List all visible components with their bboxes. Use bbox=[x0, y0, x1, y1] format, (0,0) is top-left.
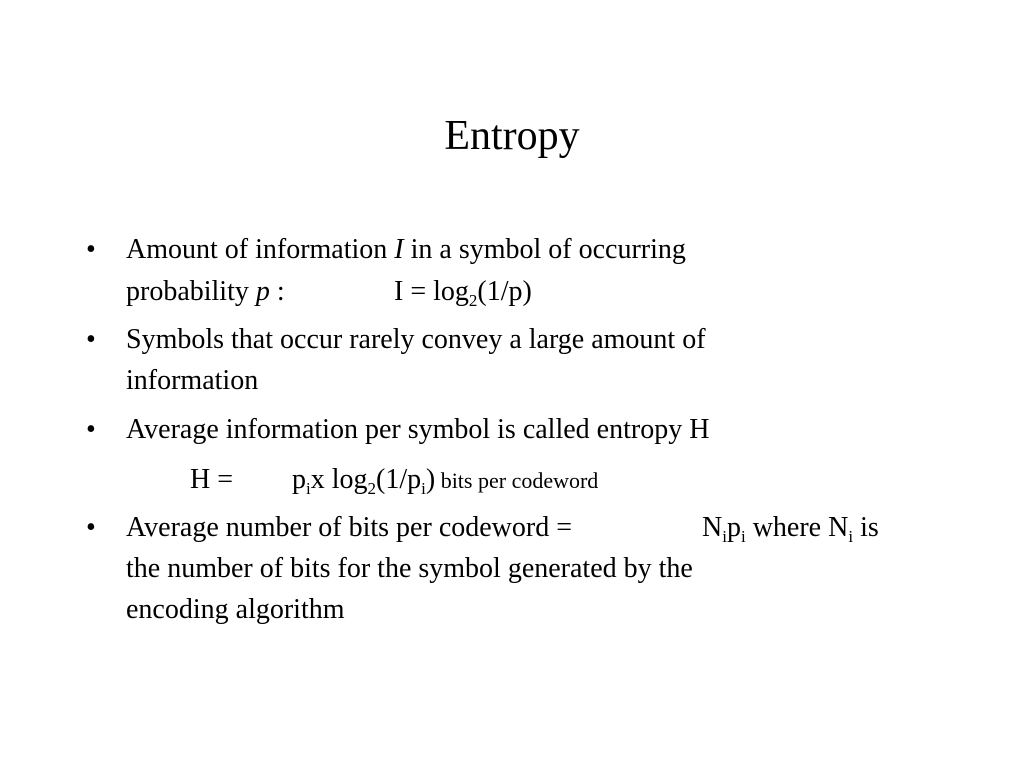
formula-unit: bits per codeword bbox=[435, 468, 599, 493]
entropy-formula-rhs bbox=[292, 462, 598, 499]
bullet-4-line-1: Average number of bits per codeword = bbox=[126, 512, 573, 543]
bullet-1-probability-text: probability bbox=[126, 276, 256, 307]
formula-p: p bbox=[726, 512, 741, 543]
formula-p: p bbox=[292, 464, 306, 495]
formula-log-base: 2 bbox=[367, 479, 377, 498]
is-text: is bbox=[853, 512, 879, 543]
where-text: where N bbox=[745, 512, 849, 543]
entropy-formula-lhs: H = bbox=[190, 464, 234, 495]
formula-x-log: x log bbox=[310, 464, 368, 495]
bullet-1-line-1 bbox=[126, 232, 686, 268]
information-equation bbox=[394, 274, 532, 310]
formula-subscript-i: i bbox=[306, 479, 311, 498]
equation-lhs: I = log bbox=[394, 276, 469, 307]
bullet-marker: • bbox=[86, 512, 96, 543]
formula-subscript-i: i bbox=[848, 527, 854, 546]
bullet-2-line-1: Symbols that occur rarely convey a large amount of bbox=[126, 324, 706, 355]
bullet-2-line-2: information bbox=[126, 365, 259, 396]
bullet-4-line-1-formula bbox=[702, 510, 879, 546]
log-base: 2 bbox=[468, 291, 478, 310]
bullet-1-text-cont: in a symbol of occurring bbox=[403, 234, 686, 265]
variable-p: p bbox=[255, 276, 270, 307]
bullet-marker: • bbox=[86, 414, 96, 445]
formula-subscript-i: i bbox=[421, 479, 426, 498]
bullet-marker: • bbox=[86, 234, 96, 265]
bullet-marker: • bbox=[86, 324, 96, 355]
formula-N: N bbox=[702, 512, 723, 543]
formula-paren-open: (1/p bbox=[376, 464, 422, 495]
bullet-1-line-2 bbox=[126, 274, 285, 310]
formula-subscript-i: i bbox=[722, 527, 727, 546]
bullet-1-text: Amount of information bbox=[126, 234, 395, 265]
bullet-4-line-3: encoding algorithm bbox=[126, 594, 345, 625]
bullet-4-line-2: the number of bits for the symbol generated by the bbox=[126, 553, 693, 584]
formula-subscript-i: i bbox=[740, 527, 746, 546]
equation-rhs: (1/p) bbox=[477, 276, 532, 307]
bullet-3-line-1: Average information per symbol is called entropy H bbox=[126, 414, 710, 445]
variable-I: I bbox=[394, 234, 404, 265]
bullet-1-colon: : bbox=[269, 276, 285, 307]
slide-title: Entropy bbox=[444, 113, 580, 159]
formula-paren-close: ) bbox=[425, 464, 436, 495]
